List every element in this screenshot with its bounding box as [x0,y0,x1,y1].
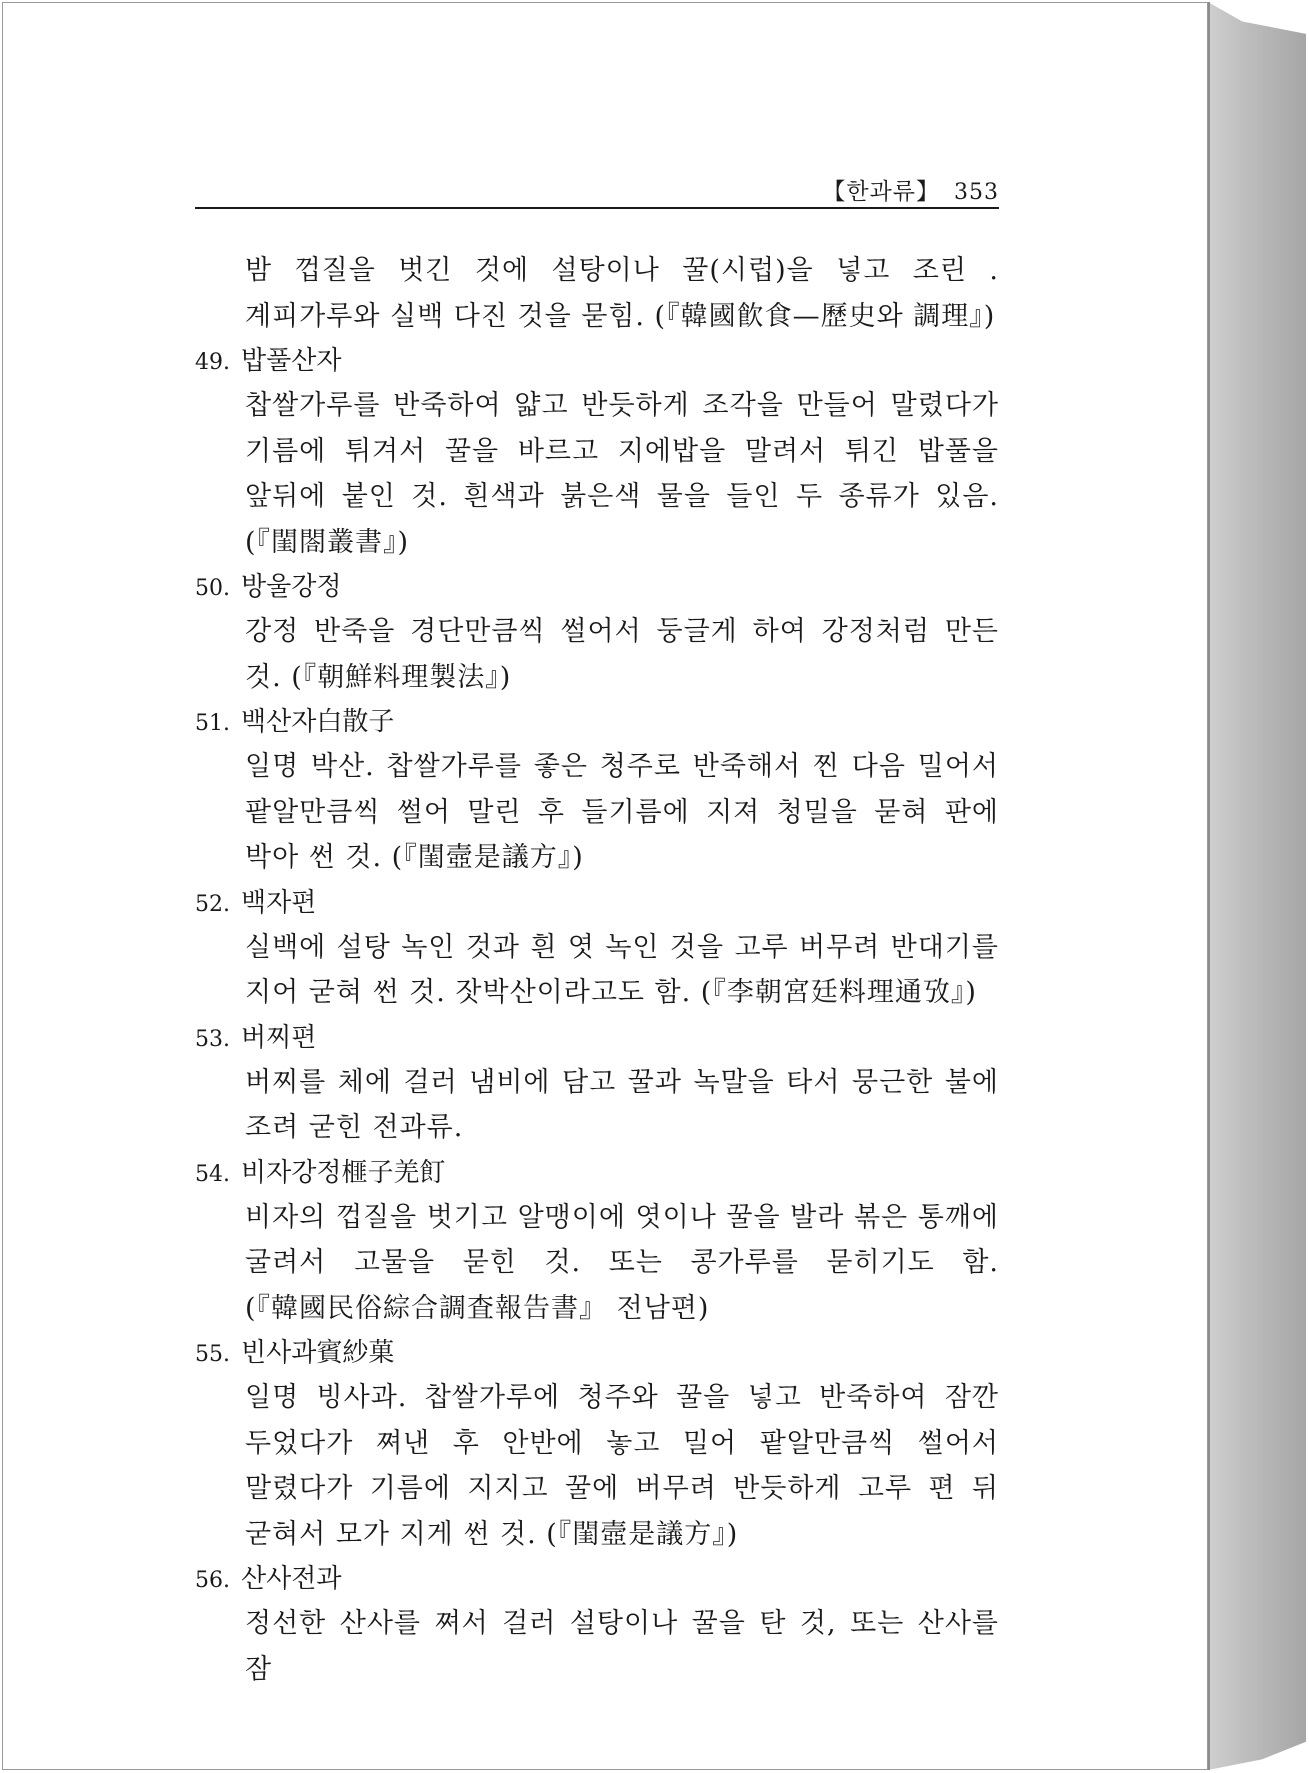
entry-name: 버찌편 [241,1022,317,1053]
entry-49 [195,339,999,565]
entry-text: 강정 반죽을 경단만큼씩 썰어서 둥글게 하여 강정처럼 만든 것. (『朝鮮料理製法』) [245,616,999,693]
page-edge-line [1208,2,1210,1770]
entry-text: 비자의 껍질을 벗기고 알맹이에 엿이나 꿀을 발라 볶은 통깨에 굴려서 고물을 묻힌 것. 또는 콩가루를 묻히기도 함. (『韓國民俗綜合調査報告書』 전남편) [245,1201,999,1324]
entry-title [195,565,999,609]
entry-text: 버찌를 체에 걸러 냄비에 담고 꿀과 녹말을 타서 뭉근한 불에 조려 굳힌 전과류. [245,1066,999,1143]
entry-continuation [195,248,999,339]
page-edge-stack [1208,2,1306,1770]
entry-number: 55. [195,1342,230,1367]
running-head [195,173,999,206]
entry-54 [195,1151,999,1332]
entry-number: 50. [195,576,230,601]
entry-name: 산사전과 [241,1564,342,1594]
entry-name: 백자편 [241,887,317,918]
entry-53 [195,1016,999,1151]
entry-name: 백산자白散子 [241,707,395,737]
entry-text: 일명 빙사과. 찹쌀가루에 청주와 꿀을 넣고 반죽하여 잠깐 두었다가 쪄낸 후 안반에 놓고 밀어 팥알만큼씩 썰어서 말렸다가 기름에 지지고 꿀에 버무려 반듯하게 고루 편 뒤 굳혀서 모가 지게 썬 것. (『閨壼是議方』) [245,1382,999,1550]
section-heading: 【한과류】 [822,179,940,205]
entry-text: 찹쌀가루를 반죽하여 얇고 반듯하게 조각을 만들어 말렸다가 기름에 튀겨서 꿀을 바르고 지에밥을 말려서 튀긴 밥풀을 앞뒤에 붙인 것. 흰색과 붉은색 물을 들인 두 종류가 있음. (『閨閤叢書』) [245,390,999,558]
entry-number: 53. [195,1026,230,1052]
entry-51 [195,700,999,881]
entry-number: 56. [195,1568,230,1593]
entry-text: 일명 박산. 찹쌀가루를 좋은 청주로 반죽해서 찐 다음 밀어서 팥알만큼씩 썰어 말린 후 들기름에 지져 청밀을 묻혀 판에 박아 썬 것. (『閨壼是議方』) [245,751,999,873]
entry-text: 밤 껍질을 벗긴 것에 설탕이나 꿀(시럽)을 넣고 조린 . 계피가루와 실백 다진 것을 묻힘. (『韓國飮食—歷史와 調理』) [245,255,999,332]
page-content [195,248,999,1692]
entry-56 [195,1557,999,1692]
entry-title [195,1331,999,1375]
entry-title [195,1016,999,1060]
entry-title [195,1151,999,1195]
entry-title [195,700,999,744]
entry-title [195,339,999,383]
entry-50 [195,565,999,700]
entry-title [195,1557,999,1601]
entry-name: 밥풀산자 [241,346,342,376]
entry-name: 빈사과賓紗菓 [241,1338,395,1368]
page-number: 353 [954,180,999,205]
entry-number: 51. [195,711,230,736]
entry-text: 정선한 산사를 쪄서 걸러 설탕이나 꿀을 탄 것, 또는 산사를 잠 [245,1608,999,1685]
entry-title [195,881,999,925]
entry-52 [195,881,999,1016]
entry-number: 49. [195,350,230,375]
header-rule [195,207,999,209]
entry-name: 방울강정 [241,572,342,602]
entry-number: 54. [195,1161,230,1187]
entry-55 [195,1331,999,1557]
entry-name: 비자강정榧子羌飣 [241,1157,446,1188]
entry-text: 실백에 설탕 녹인 것과 흰 엿 녹인 것을 고루 버무려 반대기를 지어 굳혀 썬 것. 잣박산이라고도 함. (『李朝宮廷料理通攷』) [245,931,999,1008]
entry-number: 52. [195,891,230,917]
